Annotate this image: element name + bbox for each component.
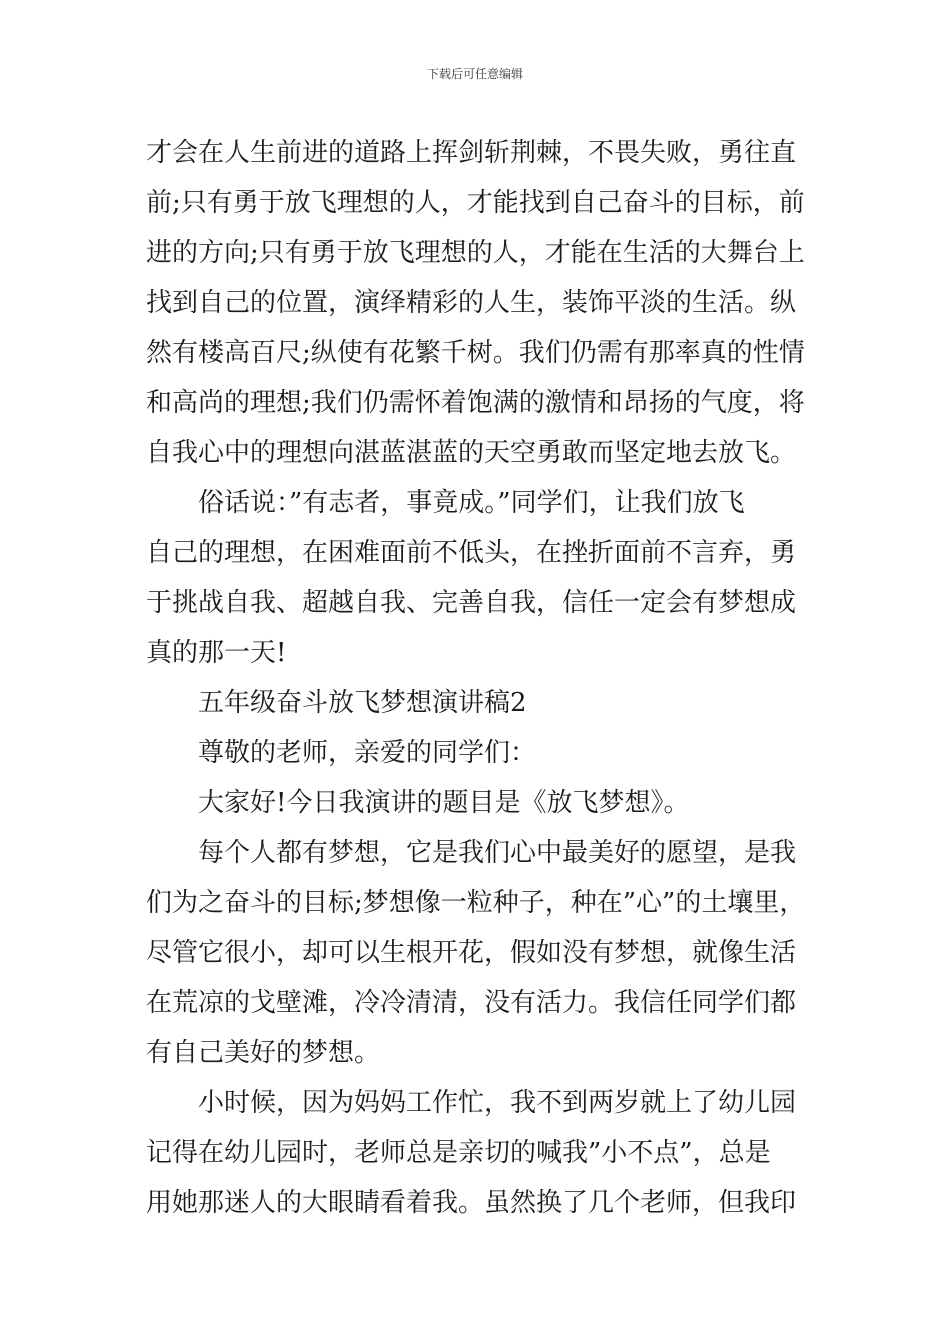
text-line: 有自己美好的梦想。: [146, 1038, 381, 1068]
text-line: 才会在人生前进的道路上挥剑斩荆棘，不畏失败，勇往直: [146, 138, 797, 168]
text-line: 五年级奋斗放飞梦想演讲稿2: [198, 688, 527, 718]
text-line: 进的方向;只有勇于放飞理想的人，才能在生活的大舞台上: [146, 238, 805, 268]
text-line: 尽管它很小，却可以生根开花，假如没有梦想，就像生活: [146, 938, 797, 968]
text-line: 真的那一天!: [146, 638, 287, 668]
text-line: 尊敬的老师，亲爱的同学们：: [198, 738, 537, 768]
text-line: 每个人都有梦想，它是我们心中最美好的愿望，是我: [198, 838, 797, 868]
text-line: 们为之奋斗的目标;梦想像一粒种子，种在”心”的土壤里，: [146, 888, 806, 918]
text-line: 俗话说：”有志者，事竟成。”同学们，让我们放飞: [198, 488, 745, 518]
page-header-note: 下载后可任意编辑: [426, 67, 523, 81]
text-line: 自我心中的理想向湛蓝湛蓝的天空勇敢而坚定地去放飞。: [146, 438, 797, 468]
text-line: 自己的理想，在困难面前不低头，在挫折面前不言弃，勇: [146, 538, 797, 568]
text-line: 记得在幼儿园时，老师总是亲切的喊我”小不点”，总是: [146, 1138, 771, 1168]
text-line: 找到自己的位置，演绎精彩的人生，装饰平淡的生活。纵: [146, 288, 797, 318]
text-line: 小时候，因为妈妈工作忙，我不到两岁就上了幼儿园: [198, 1088, 797, 1118]
text-line: 大家好!今日我演讲的题目是《放飞梦想》。: [198, 788, 690, 818]
text-line: 于挑战自我、超越自我、完善自我，信任一定会有梦想成: [146, 588, 797, 618]
text-line: 和高尚的理想;我们仍需怀着饱满的激情和昂扬的气度，将: [146, 388, 805, 418]
text-line: 前;只有勇于放飞理想的人，才能找到自己奋斗的目标，前: [146, 188, 805, 218]
text-line: 在荒凉的戈壁滩，冷冷清清，没有活力。我信任同学们都: [146, 988, 797, 1018]
document-body: [146, 128, 816, 1228]
text-line: 用她那迷人的大眼睛看着我。虽然换了几个老师，但我印: [146, 1188, 797, 1218]
text-line: 然有楼高百尺;纵使有花繁千树。我们仍需有那率真的性情: [146, 338, 805, 368]
